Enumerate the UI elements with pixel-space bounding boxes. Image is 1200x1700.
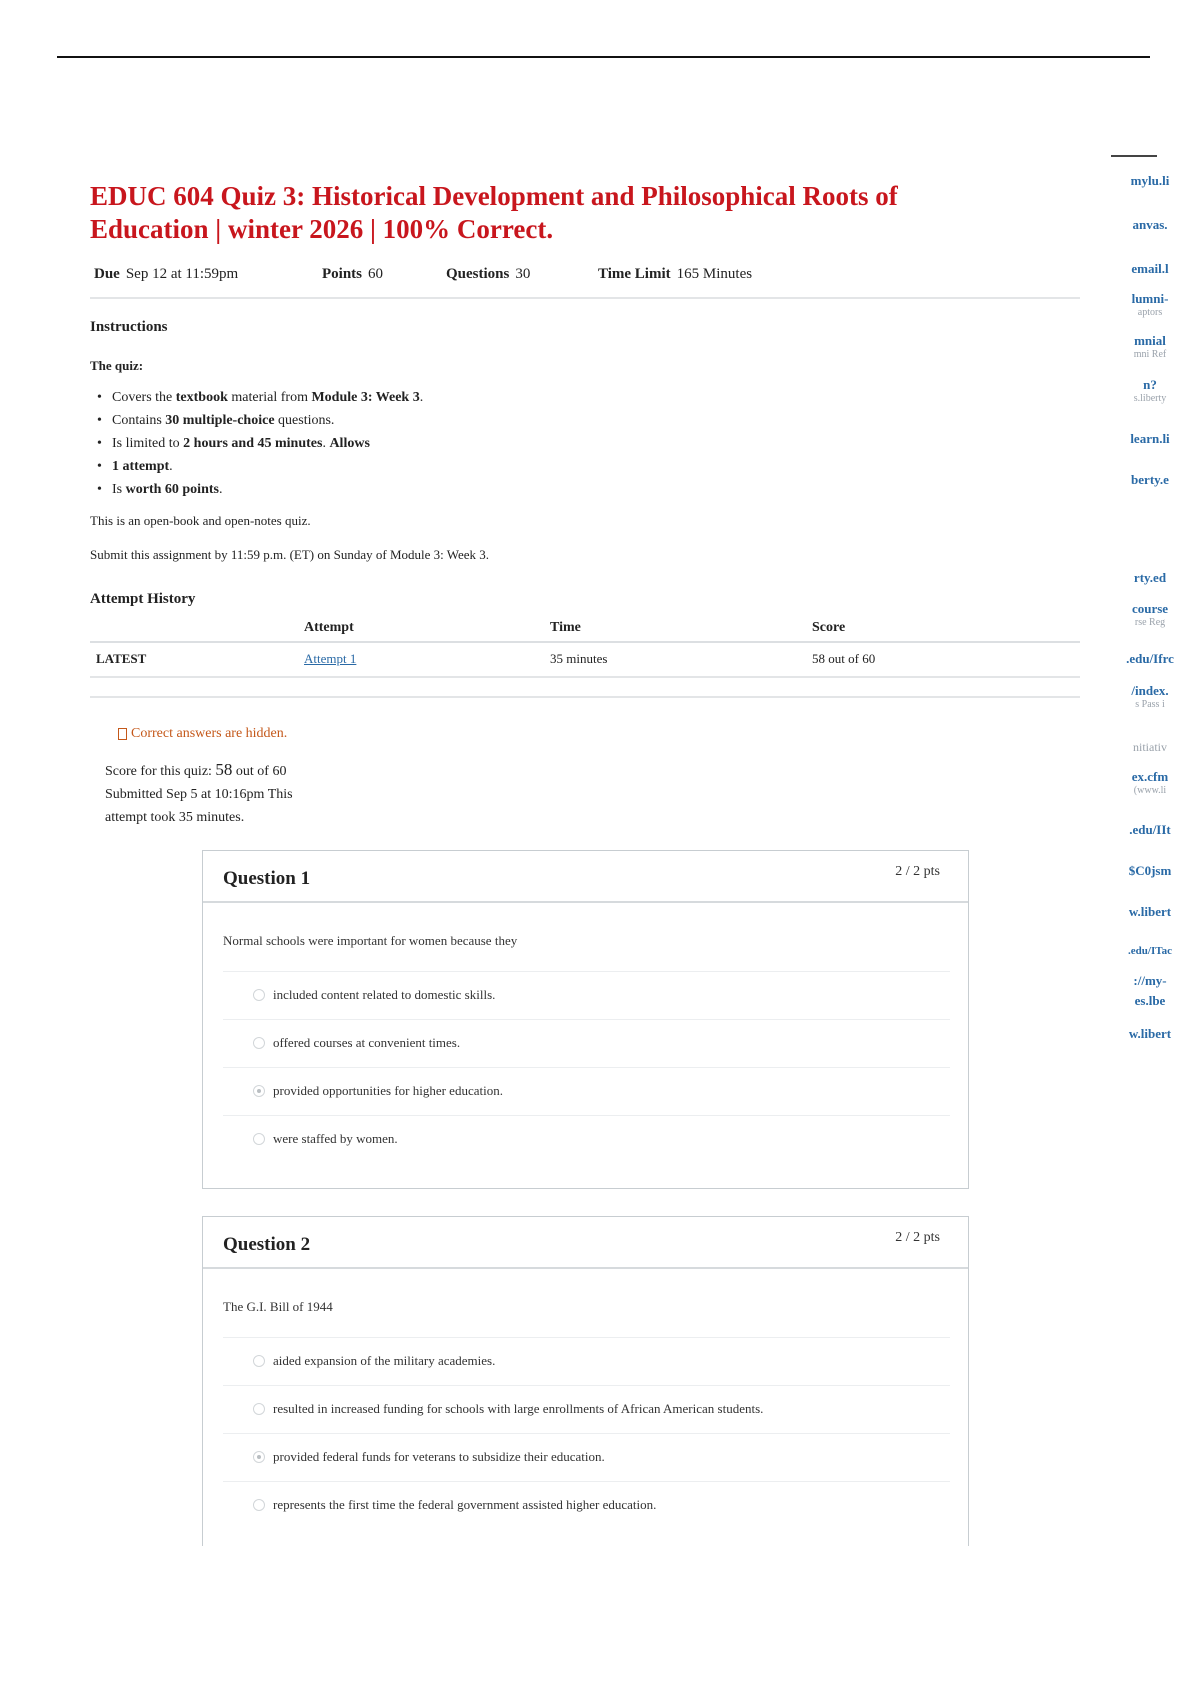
sidebar-sublabel: s.liberty: [1133, 393, 1167, 404]
sidebar-link[interactable]: ://my-: [1133, 973, 1167, 988]
list-item: • Is worth 60 points.: [90, 478, 1080, 501]
question-header: [203, 851, 968, 903]
score-suffix: out of 60: [232, 764, 287, 779]
column-header: Time: [544, 616, 806, 642]
instructions-heading: Instructions: [90, 319, 168, 335]
sidebar-rule: [1111, 155, 1157, 157]
quiz-title: EDUC 604 Quiz 3: Historical Development and Philosophical Roots of Education | winter 2026 | 100% Correct.: [90, 181, 898, 244]
radio-button-selected[interactable]: [253, 1085, 265, 1097]
sidebar-sublabel: aptors: [1137, 307, 1163, 318]
meta-points-label: Points: [322, 266, 363, 282]
sidebar-link[interactable]: rty.ed: [1133, 570, 1167, 585]
answer-text: offered courses at convenient times.: [273, 1035, 461, 1050]
sidebar-sublabel: rse Reg: [1134, 617, 1166, 628]
question-points: 2 / 2 pts: [895, 864, 940, 879]
radio-button[interactable]: [253, 1499, 265, 1511]
answer-text: represents the first time the federal government assisted higher education.: [273, 1497, 657, 1512]
top-rule: [57, 56, 1150, 58]
score-summary: [105, 758, 320, 829]
answer-option[interactable]: [223, 1482, 950, 1530]
radio-button[interactable]: [253, 1037, 265, 1049]
meta-time-limit-value: 165 Minutes: [676, 266, 753, 282]
radio-button[interactable]: [253, 1133, 265, 1145]
sidebar-link[interactable]: ex.cfm: [1131, 769, 1169, 784]
question-title: Question 2: [223, 1234, 311, 1255]
meta-points-value: 60: [368, 266, 384, 282]
sidebar-link[interactable]: es.lbe: [1134, 993, 1166, 1008]
radio-button-selected[interactable]: [253, 1451, 265, 1463]
attempt-history-table: [90, 616, 1080, 678]
list-item: • Covers the textbook material from Module 3: Week 3.: [90, 386, 1080, 409]
answer-option[interactable]: [223, 972, 950, 1020]
answer-text: included content related to domestic skills.: [273, 987, 496, 1002]
answer-option[interactable]: [223, 1434, 950, 1482]
divider: [90, 696, 1080, 698]
sidebar-sublabel: s Pass i: [1135, 699, 1165, 710]
column-header: [90, 616, 298, 642]
radio-button[interactable]: [253, 1403, 265, 1415]
sidebar-link[interactable]: nitiativ: [1133, 740, 1167, 754]
sidebar-link[interactable]: .edu/IIt: [1129, 822, 1171, 837]
radio-button[interactable]: [253, 1355, 265, 1367]
info-box-icon: [118, 728, 127, 740]
sidebar-link[interactable]: berty.e: [1131, 472, 1169, 487]
sidebar-link[interactable]: $C0jsm: [1128, 863, 1172, 878]
answers-hidden-notice: [118, 726, 1080, 742]
submission-deadline-note: Submit this assignment by 11:59 p.m. (ET) on Sunday of Module 3: Week 3.: [90, 547, 490, 562]
quiz-main: [90, 180, 1080, 829]
question-card: [202, 1216, 969, 1546]
attempt-label: LATEST: [90, 642, 298, 677]
meta-questions-value: 30: [515, 266, 531, 282]
instructions-list: [90, 386, 1080, 501]
answer-option[interactable]: [223, 1020, 950, 1068]
meta-time-limit: [598, 266, 752, 283]
question-title: Question 1: [223, 868, 311, 889]
sidebar-link[interactable]: w.libert: [1128, 904, 1172, 919]
table-header-row: [90, 616, 1080, 642]
attempt-link[interactable]: Attempt 1: [304, 651, 357, 666]
open-book-note: This is an open-book and open-notes quiz.: [90, 513, 311, 528]
list-item: • Is limited to 2 hours and 45 minutes. Allows: [90, 432, 1080, 455]
meta-points: [322, 266, 446, 283]
sidebar-link[interactable]: mylu.li: [1130, 173, 1170, 188]
meta-due-value: Sep 12 at 11:59pm: [125, 266, 239, 282]
sidebar-link[interactable]: .edu/Ifrc: [1126, 651, 1174, 666]
table-row: [90, 642, 1080, 677]
sidebar-link[interactable]: n?: [1143, 377, 1157, 392]
meta-due-label: Due: [94, 266, 120, 282]
list-item: • 1 attempt.: [90, 455, 1080, 478]
question-text: The G.I. Bill of 1944: [223, 1299, 950, 1338]
answer-option[interactable]: [223, 1338, 950, 1386]
duration-text: This attempt took 35 minutes.: [105, 787, 293, 825]
sidebar-link[interactable]: course: [1131, 601, 1169, 616]
sidebar-link[interactable]: .edu/ITac: [1128, 945, 1172, 957]
score-prefix: Score for this quiz:: [105, 764, 216, 779]
score-value: 58: [215, 760, 233, 779]
radio-button[interactable]: [253, 989, 265, 1001]
answer-text: aided expansion of the military academies.: [273, 1353, 496, 1368]
sidebar-link[interactable]: mnial: [1134, 333, 1166, 348]
sidebar-link[interactable]: anvas.: [1132, 217, 1168, 232]
right-sidebar: [1100, 155, 1200, 1095]
sidebar-link[interactable]: /index.: [1131, 683, 1169, 698]
meta-due: [94, 266, 322, 283]
question-header: [203, 1217, 968, 1269]
quiz-subheading: The quiz:: [90, 358, 144, 373]
meta-time-limit-label: Time Limit: [598, 266, 671, 282]
answer-option[interactable]: [223, 1386, 950, 1434]
submitted-text: Submitted Sep 5 at 10:16pm: [105, 787, 265, 802]
sidebar-sublabel: mni Ref: [1133, 349, 1167, 360]
answer-option[interactable]: [223, 1068, 950, 1116]
meta-questions-label: Questions: [446, 266, 510, 282]
sidebar-sublabel: (www.li: [1133, 785, 1167, 796]
answer-text: provided federal funds for veterans to subsidize their education.: [273, 1449, 605, 1464]
attempt-time: 35 minutes: [544, 642, 806, 677]
sidebar-link[interactable]: lumni-: [1131, 291, 1169, 306]
sidebar-link[interactable]: email.l: [1131, 261, 1169, 276]
column-header: Attempt: [298, 616, 544, 642]
attempt-score: 58 out of 60: [806, 642, 1080, 677]
answers-hidden-text: Correct answers are hidden.: [131, 726, 288, 741]
answer-list: [223, 1338, 950, 1530]
meta-questions: [446, 266, 598, 283]
answer-text: were staffed by women.: [273, 1131, 398, 1146]
list-item: • Contains 30 multiple-choice questions.: [90, 409, 1080, 432]
question-points: 2 / 2 pts: [895, 1230, 940, 1245]
question-card: [202, 850, 969, 1189]
column-header: Score: [806, 616, 1080, 642]
sidebar-link[interactable]: learn.li: [1130, 431, 1170, 446]
answer-text: resulted in increased funding for schools with large enrollments of African American students.: [273, 1401, 764, 1416]
quiz-meta: [90, 266, 1080, 299]
answer-text: provided opportunities for higher education.: [273, 1083, 503, 1098]
question-text: Normal schools were important for women because they: [223, 933, 950, 972]
attempt-history-heading: Attempt History: [90, 591, 196, 607]
sidebar-link[interactable]: w.libert: [1128, 1026, 1172, 1041]
answer-list: [223, 972, 950, 1164]
answer-option[interactable]: [223, 1116, 950, 1164]
